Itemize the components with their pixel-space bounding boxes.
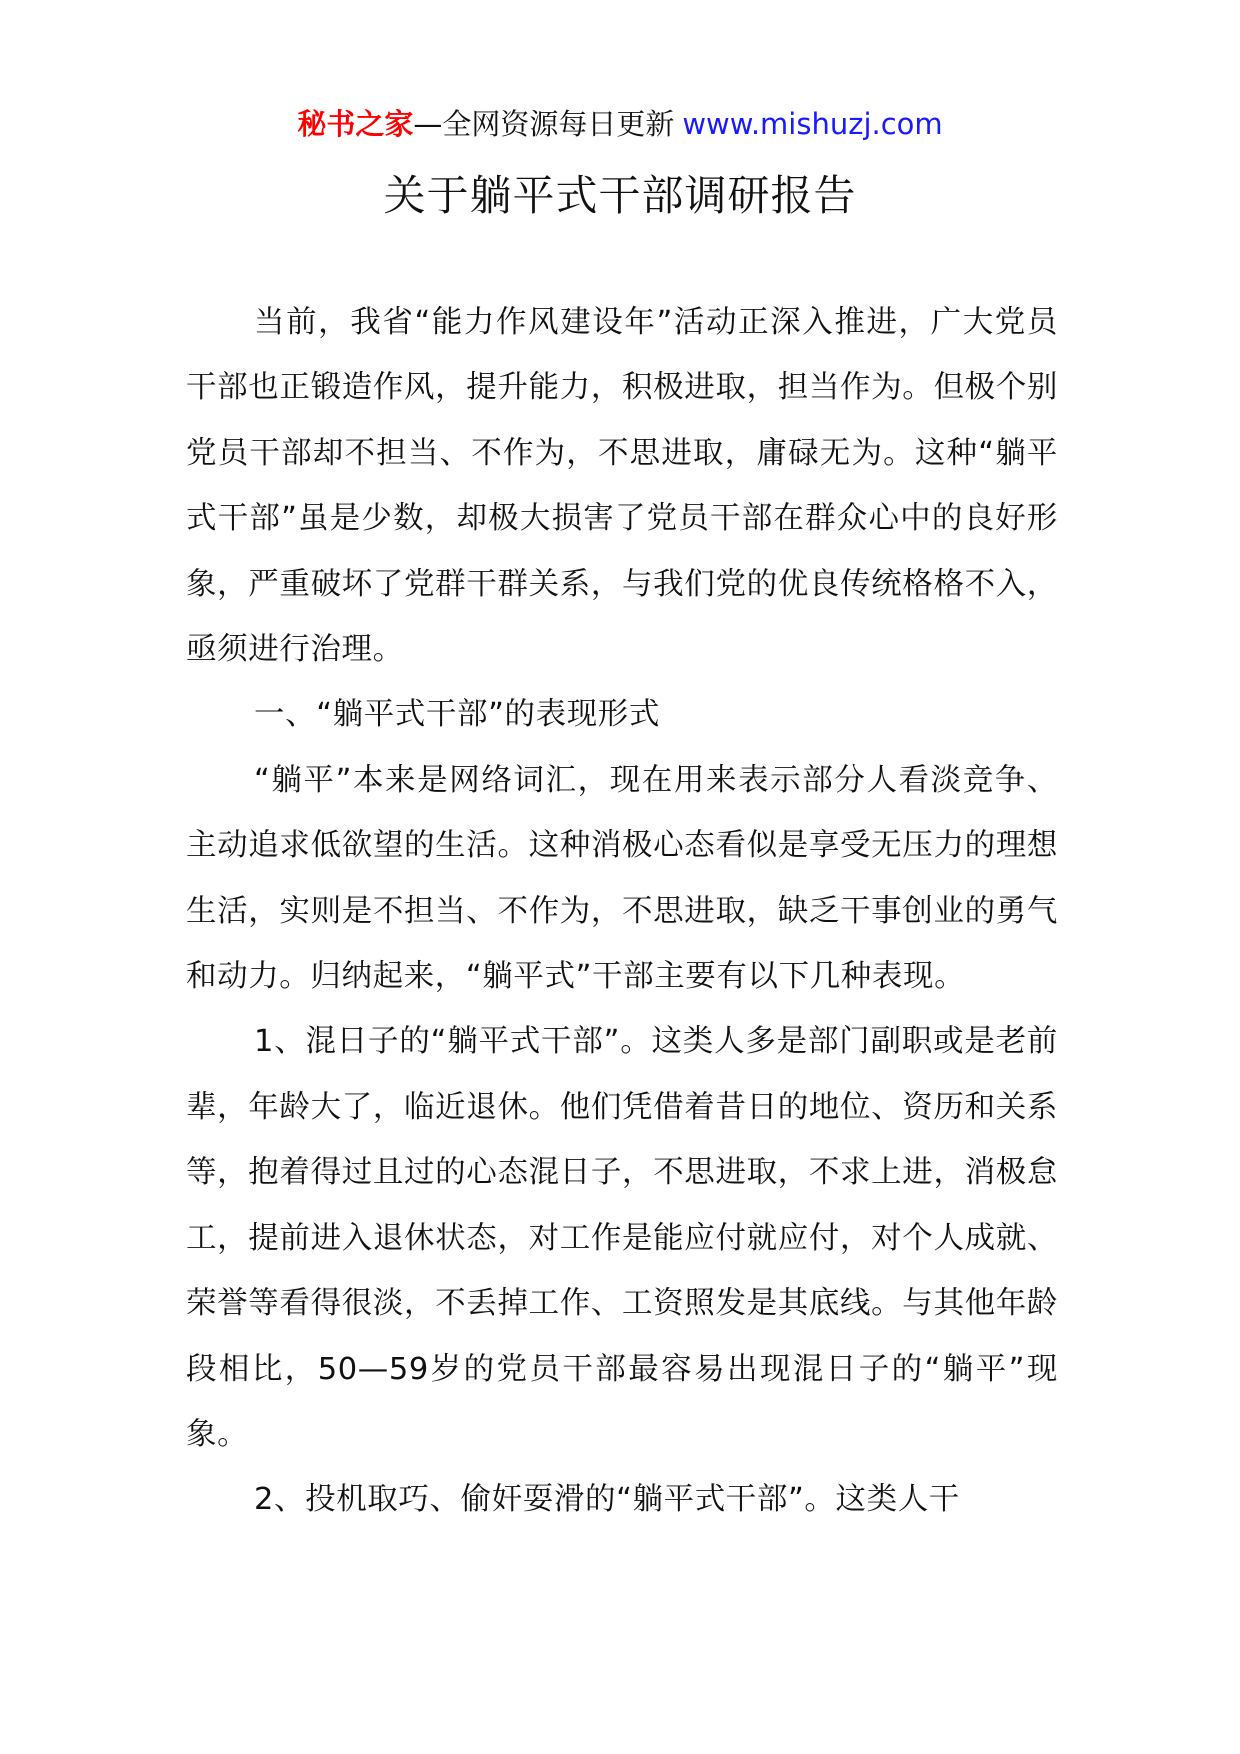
body-paragraph: “躺平”本来是网络词汇，现在用来表示部分人看淡竞争、主动追求低欲望的生活。这种消极心态看似是享受无压力的理想生活，实则是不担当、不作为，不思进取，缺乏干事创业的勇气和动力。归纳起来，“躺平式”干部主要有以下几种表现。 xyxy=(186,762,1058,995)
site-header xyxy=(0,104,1240,144)
intro-paragraph: 当前，我省“能力作风建设年”活动正深入推进，广大党员干部也正锻造作风，提升能力，积极进取，担当作为。但极个别党员干部却不担当、不作为，不思进取，庸碌无为。这种“躺平式干部”虽是少数，却极大损害了党员干部在群众心中的良好形象，严重破坏了党群干群关系，与我们党的优良传统格格不入，亟须进行治理。 xyxy=(186,305,1058,668)
brand-name: 秘书之家 xyxy=(297,107,414,141)
body-paragraph: 2、投机取巧、偷奸耍滑的“躺平式干部”。这类人干 xyxy=(254,1482,960,1518)
document-title: 关于躺平式干部调研报告 xyxy=(383,171,857,220)
site-url-link[interactable]: www.mishuzj.com xyxy=(682,107,943,141)
document-body xyxy=(186,290,1058,1533)
body-paragraph: 1、混日子的“躺平式干部”。这类人多是部门副职或是老前辈，年龄大了，临近退休。他们凭借着昔日的地位、资历和关系等，抱着得过且过的心态混日子，不思进取，不求上进，消极怠工，提前进入退休状态，对工作是能应付就应付，对个人成就、荣誉等看得很淡，不丢掉工作、工资照发是其底线。与其他年龄段相比，50—59岁的党员干部最容易出现混日子的“躺平”现象。 xyxy=(186,1024,1058,1452)
header-tagline: —全网资源每日更新 xyxy=(413,107,675,141)
section-heading: 一、“躺平式干部”的表现形式 xyxy=(254,697,661,733)
